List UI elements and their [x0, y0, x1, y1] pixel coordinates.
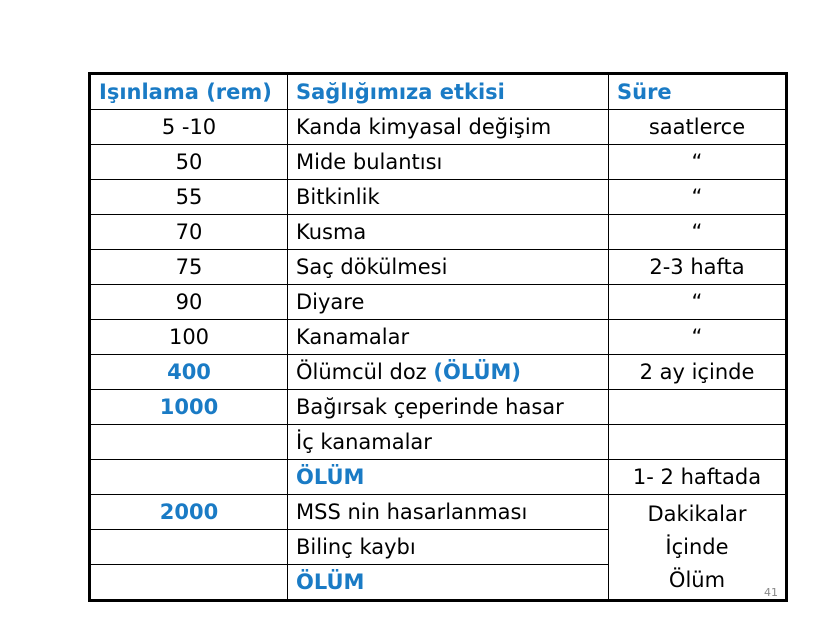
table-row	[90, 145, 787, 180]
dose-cell: 75	[90, 250, 288, 285]
duration-cell-merged	[609, 495, 787, 601]
table-row	[90, 250, 787, 285]
effect-cell: Diyare	[288, 285, 609, 320]
header-effect: Sağlığımıza etkisi	[288, 74, 609, 110]
table-row	[90, 110, 787, 145]
death-highlight: (ÖLÜM)	[433, 360, 522, 384]
duration-cell: 2 ay içinde	[609, 355, 787, 390]
effect-cell: Kanamalar	[288, 320, 609, 355]
table-row	[90, 320, 787, 355]
effect-cell: Kanda kimyasal değişim	[288, 110, 609, 145]
dose-cell: 70	[90, 215, 288, 250]
effect-cell: ÖLÜM	[288, 565, 609, 601]
duration-cell: “	[609, 180, 787, 215]
duration-cell: “	[609, 145, 787, 180]
duration-line: İçinde	[665, 534, 729, 559]
header-dose: Işınlama (rem)	[90, 74, 288, 110]
duration-cell: “	[609, 320, 787, 355]
table-row	[90, 215, 787, 250]
table-row	[90, 180, 787, 215]
effect-cell	[288, 355, 609, 390]
page-number: 41	[764, 586, 778, 599]
dose-cell	[90, 460, 288, 495]
dose-cell	[90, 425, 288, 460]
dose-cell: 1000	[90, 390, 288, 425]
dose-cell: 55	[90, 180, 288, 215]
dose-cell: 2000	[90, 495, 288, 530]
radiation-effects-table	[88, 72, 788, 602]
duration-line: Dakikalar	[647, 501, 747, 526]
effect-text: Ölümcül doz	[296, 360, 434, 384]
dose-cell	[90, 565, 288, 601]
effect-cell: İç kanamalar	[288, 425, 609, 460]
dose-cell: 90	[90, 285, 288, 320]
table-row	[90, 355, 787, 390]
dose-cell: 50	[90, 145, 288, 180]
table-row	[90, 425, 787, 460]
effect-cell: Mide bulantısı	[288, 145, 609, 180]
effect-cell: Saç dökülmesi	[288, 250, 609, 285]
dose-cell: 400	[90, 355, 288, 390]
table-row	[90, 285, 787, 320]
duration-cell	[609, 390, 787, 425]
duration-cell: 2-3 hafta	[609, 250, 787, 285]
dose-cell: 5 -10	[90, 110, 288, 145]
effect-cell: Bitkinlik	[288, 180, 609, 215]
dose-cell	[90, 530, 288, 565]
header-duration: Süre	[609, 74, 787, 110]
duration-cell	[609, 425, 787, 460]
dose-cell: 100	[90, 320, 288, 355]
duration-line: Ölüm	[668, 567, 726, 592]
effect-cell: Kusma	[288, 215, 609, 250]
duration-cell: 1- 2 haftada	[609, 460, 787, 495]
effect-cell: MSS nin hasarlanması	[288, 495, 609, 530]
table-header-row	[90, 74, 787, 110]
table-row	[90, 460, 787, 495]
duration-cell: saatlerce	[609, 110, 787, 145]
duration-cell: “	[609, 215, 787, 250]
effect-cell: Bilinç kaybı	[288, 530, 609, 565]
table-row	[90, 495, 787, 530]
effect-cell: ÖLÜM	[288, 460, 609, 495]
effect-cell: Bağırsak çeperinde hasar	[288, 390, 609, 425]
duration-cell: “	[609, 285, 787, 320]
table-row	[90, 390, 787, 425]
